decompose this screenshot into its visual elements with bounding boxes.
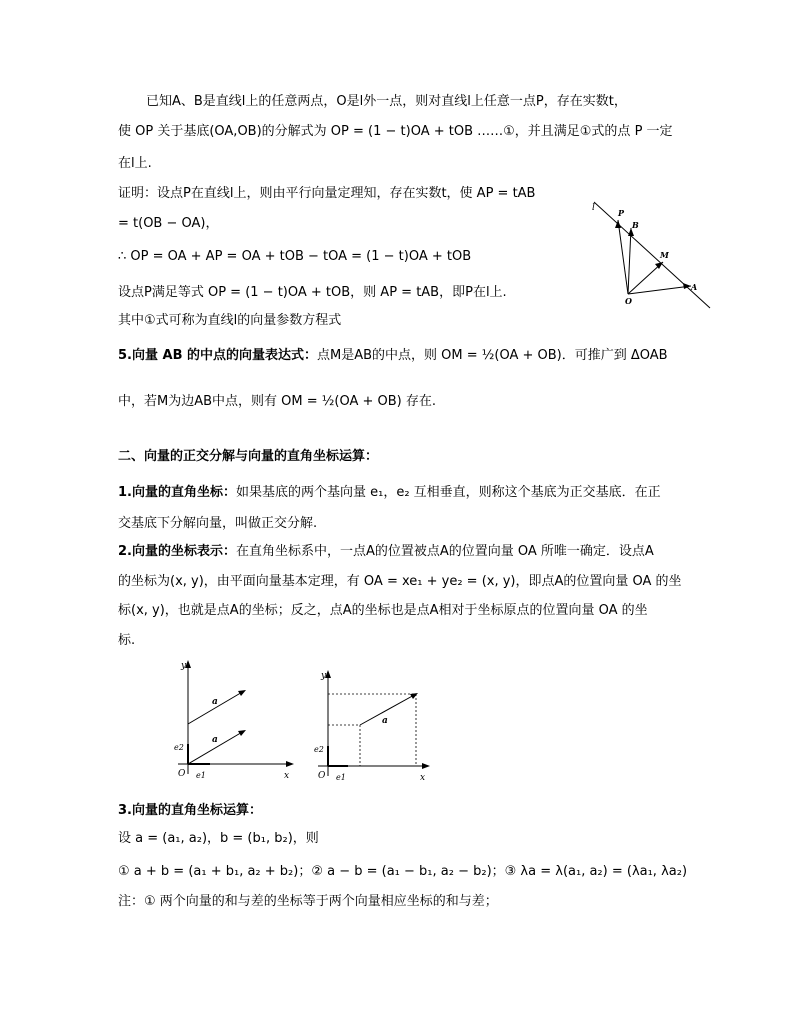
proof-line5: 其中①式可称为直线l的向量参数方程式 [118,313,342,328]
origin-label-2: O [318,771,326,781]
label-P: P [618,208,625,218]
vector-a-label-2: a [212,697,218,707]
proof-line1: 证明：设点P在直线l上，则由平行向量定理知，存在实数t，使 AP = tAB [118,186,536,201]
axis-x-label: x [284,771,290,781]
midpoint-line2: 中，若M为边AB中点，则有 OM = ½(OA + OB) 存在. [118,394,436,409]
e2-label-2: e2 [314,745,324,754]
line-vector-figure [588,198,718,314]
axis-x-label-2: x [420,773,426,783]
item1-line1 [118,483,661,503]
item3-heading: 3.向量的直角坐标运算： [118,803,262,818]
para1-line3: 在l上. [118,156,152,171]
item3-note: 注：① 两个向量的和与差的坐标等于两个向量相应坐标的和与差； [118,894,498,909]
item1-text1: 如果基底的两个基向量 e₁，e₂ 互相垂直，则称这个基底为正交基底．在正 [235,485,661,500]
midpoint-line1 [118,346,668,366]
item2-text1: 在直角坐标系中，一点A的位置被点A的位置向量 OA 所唯一确定．设点A [235,544,654,559]
label-M: M [660,250,669,260]
axis-y-label-2: y [321,671,327,681]
item3-line1: 设 a = (a₁, a₂)，b = (b₁, b₂)，则 [118,831,319,846]
e1-label: e1 [196,771,206,780]
item1-line2: 交基底下分解向量，叫做正交分解. [118,516,318,531]
proof-line2: = t(OB − OA)， [118,216,219,231]
item1-heading: 1.向量的直角坐标： [118,485,236,500]
midpoint-heading: 5.向量 AB 的中点的向量表达式： [118,348,318,363]
e1-label-2: e1 [336,773,346,782]
label-O: O [625,296,632,306]
para1-line1: 已知A、B是直线l上的任意两点，O是l外一点，则对直线l上任意一点P，存在实数t， [146,94,627,109]
origin-label: O [178,769,186,779]
section2-title: 二、向量的正交分解与向量的直角坐标运算： [118,449,379,464]
item2-line2: 的坐标为(x, y)，由平面向量基本定理，有 OA = xe₁ + ye₂ = (x, y)，即点A的位置向量 OA 的坐 [118,574,682,589]
item2-line3: 标(x, y)，也就是点A的坐标；反之，点A的坐标也是点A相对于坐标原点的位置向量 OA 的坐 [118,603,648,618]
item2-heading: 2.向量的坐标表示： [118,544,236,559]
label-B: B [632,220,639,230]
vector-a-label-3: a [382,716,388,726]
item3-line2: ① a + b = (a₁ + b₁, a₂ + b₂)；② a − b = (a₁ − b₁, a₂ − b₂)；③ λa = λ(a₁, a₂) = (λa₁, λa₂) [118,864,688,879]
item2-line4: 标. [118,633,136,648]
label-l: l [592,203,595,213]
axis-y-label: y [181,661,187,671]
label-A: A [691,282,698,292]
proof-line4: 设点P满足等式 OP = (1 − t)OA + tOB，则 AP = tAB，即P在l上. [118,285,507,300]
midpoint-text1: 点M是AB的中点，则 OM = ½(OA + OB)．可推广到 ΔOAB [317,348,668,363]
proof-line3: ∴ OP = OA + AP = OA + tOB − tOA = (1 − t)OA + tOB [118,249,472,264]
axes-figure-1 [168,656,298,784]
item2-line1 [118,542,654,562]
vector-a-label-1: a [212,735,218,745]
para1-line2: 使 OP 关于基底(OA,OB)的分解式为 OP = (1 − t)OA + tOB ……①，并且满足①式的点 P 一定 [118,124,673,139]
e2-label: e2 [174,743,184,752]
axes-figure-2 [308,664,438,786]
